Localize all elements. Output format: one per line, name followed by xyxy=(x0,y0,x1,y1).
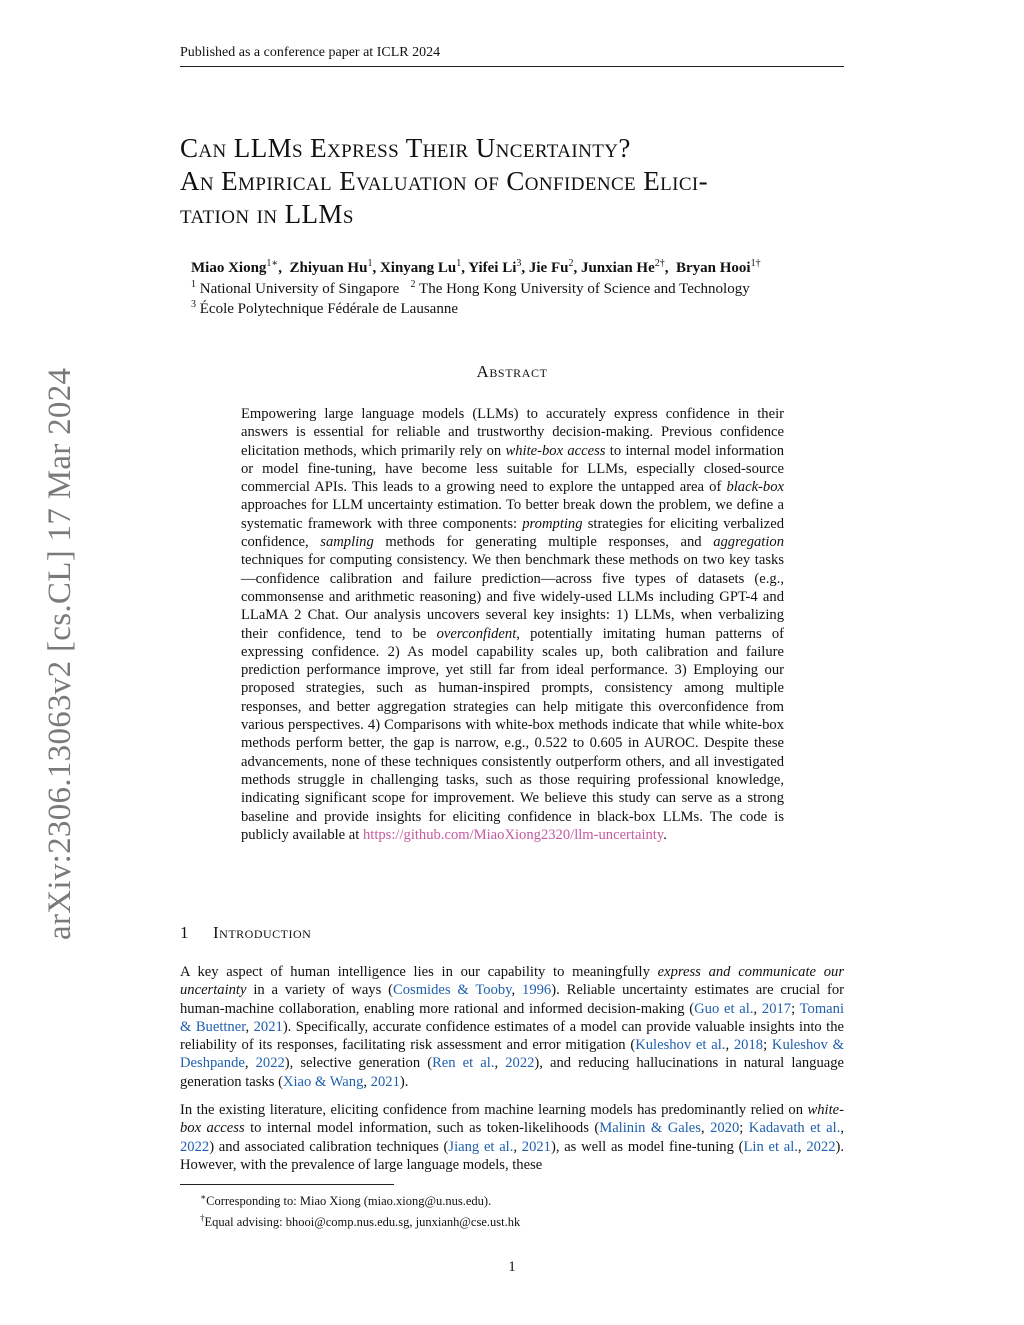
author-name: Miao Xiong xyxy=(191,260,267,276)
citation-link[interactable]: 2022 xyxy=(505,1055,535,1072)
title-line-1: Can LLMs Express Their Uncertainty? xyxy=(180,133,631,163)
citation-link[interactable]: 1996 xyxy=(522,982,552,999)
abstract-paragraph: Empowering large language models (LLMs) to accurately express confidence in their answers is essential for reliable and trustworthy decision-making. Previous confidence elicitation methods, which primarily rely on white-box access to internal model information or model fine-tuning, have become less suitable for LLMs, especially closed-source commercial APIs. This leads to a growing need to explore the untapped area of black-box approaches for LLM uncertainty estimation. To better break down the problem, we define a systematic framework with three components: prompting strategies for eliciting verbalized confidence, sampling methods for generating multiple responses, and aggregation techniques for computing consistency. We then benchmark these methods on two key tasks—confidence calibration and failure prediction—across five types of datasets (e.g., commonsense and arithmetic reasoning) and five widely-used LLMs including GPT-4 and LLaMA 2 Chat. Our analysis uncovers several key insights: 1) LLMs, when verbalizing their confidence, tend to be overconfident, potentially imitating human patterns of expressing confidence. 2) As model capability scales up, both calibration and failure prediction performance improve, yet still far from ideal performance. 3) Employing our proposed strategies, such as human-inspired prompts, consistency among multiple responses, and better aggregation strategies can help mitigate this overconfidence from various perspectives. 4) Comparisons with white-box methods indicate that while white-box methods perform better, the gap is narrow, e.g., 0.522 to 0.605 in AUROC. Despite these advancements, none of these techniques consistently outperform others, and all investigated methods struggle in challenging tasks, such as those requiring professional knowledge, indicating significant scope for improvement. We believe this study can serve as a strong baseline and provide insights for eliciting confidence in black-box LLMs. The code is publicly available at https://github.com/MiaoXiong2320/llm-uncertainty. xyxy=(241,406,784,843)
citation-link[interactable]: Xiao & Wang xyxy=(282,1073,364,1090)
citation-link[interactable]: 2021 xyxy=(253,1018,283,1035)
citation-link[interactable]: Tomani & Buettner xyxy=(180,1000,844,1035)
introduction-body xyxy=(180,963,844,1184)
citation-link[interactable]: 2022 xyxy=(255,1055,285,1072)
citation-link[interactable]: Kuleshov et al. xyxy=(635,1037,726,1054)
citation-link[interactable]: 2022 xyxy=(180,1138,210,1155)
author-sup: 2† xyxy=(654,258,665,269)
author-name: Jie Fu xyxy=(528,260,569,276)
footnote-1: ∗Corresponding to: Miao Xiong (miao.xiong@u.nus.edu). xyxy=(200,1192,492,1209)
author-sup: 1∗ xyxy=(266,258,279,269)
author-name: Xinyang Lu xyxy=(379,260,457,276)
affiliation: The Hong Kong University of Science and Technology xyxy=(419,281,750,297)
author-sup: 1 xyxy=(456,258,462,269)
abstract-heading: Abstract xyxy=(476,362,548,381)
citation-link[interactable]: Jiang et al. xyxy=(448,1138,514,1155)
citation-link[interactable]: 2020 xyxy=(710,1120,740,1137)
citation-link[interactable]: 2021 xyxy=(521,1138,551,1155)
citation-link[interactable]: Kadavath et al. xyxy=(748,1120,841,1137)
code-repo-link[interactable]: https://github.com/MiaoXiong2320/llm-uncertainty xyxy=(362,826,664,843)
title-line-3: tation in LLMs xyxy=(180,199,354,229)
affiliation-line-1 xyxy=(191,279,851,298)
citation-link[interactable]: 2018 xyxy=(733,1037,764,1054)
affiliation-sup: 2 xyxy=(410,279,416,290)
footnote-rule xyxy=(180,1184,394,1185)
page-number: 1 xyxy=(508,1259,516,1275)
affiliation: École Polytechnique Fédérale de Lausanne xyxy=(199,301,458,317)
author-name: Yifei Li xyxy=(468,260,517,276)
footnote-2: †Equal advising: bhooi@comp.nus.edu.sg, junxianh@cse.ust.hk xyxy=(200,1213,521,1230)
abstract-body xyxy=(241,405,784,844)
author-name: Zhiyuan Hu xyxy=(289,260,368,276)
citation-link[interactable]: Lin et al. xyxy=(743,1138,798,1155)
citation-link[interactable]: Kuleshov & Deshpande xyxy=(180,1037,844,1072)
author-name: Bryan Hooi xyxy=(676,260,751,276)
paper-title xyxy=(180,132,860,231)
affiliation-line-2 xyxy=(191,299,851,318)
author-sup: 3 xyxy=(516,258,522,269)
citation-link[interactable]: 2022 xyxy=(806,1138,836,1155)
author-sup: 1 xyxy=(367,258,373,269)
author-name: Junxian He xyxy=(580,260,655,276)
citation-link[interactable]: Guo et al. xyxy=(694,1000,754,1017)
affiliation-sup: 1 xyxy=(191,279,196,290)
intro-paragraph-1: A key aspect of human intelligence lies in our capability to meaningfully express and communicate our uncertainty in a variety of ways (Cosmides & Tooby, 1996). Reliable uncertainty estimates are crucial for human-machine collaboration, enabling more rational and informed decision-making (Guo et al., 2017; Tomani & Buettner, 2021). Specifically, accurate confidence estimates of a model can provide valuable insights into the reliability of its responses, facilitating risk assessment and error mitigation (Kuleshov et al., 2018; Kuleshov & Deshpande, 2022), selective generation (Ren et al., 2022), and reducing hallucinations in natural language generation tasks (Xiao & Wang, 2021). xyxy=(180,964,845,1090)
affiliation-sup: 3 xyxy=(191,299,196,310)
citation-link[interactable]: Cosmides & Tooby xyxy=(393,982,512,999)
section-heading-introduction xyxy=(180,923,844,943)
footnotes xyxy=(200,1189,800,1231)
citation-link[interactable]: 2021 xyxy=(370,1073,400,1090)
citation-link[interactable]: Malinin & Gales xyxy=(599,1120,701,1137)
section-number: 1 xyxy=(180,923,189,942)
arxiv-stamp: arXiv:2306.13063v2 [cs.CL] 17 Mar 2024 xyxy=(42,367,78,940)
author-sup: 2 xyxy=(568,258,574,269)
affiliation: National University of Singapore xyxy=(199,281,400,297)
citation-link[interactable]: Ren et al. xyxy=(432,1055,495,1072)
author-list: Miao Xiong$^{1∗}$, Zhiyuan Hu$^1$, Xinyang Lu$^1$, Yifei Li$^3$, Jie Fu$^2$, Junxian $He^{2\dagger}$, Bryan Hooi$^{1\dagger}$ xyxy=(191,258,761,276)
author-sup: 1† xyxy=(750,258,761,269)
intro-paragraph-2: In the existing literature, eliciting confidence from machine learning models has predominantly relied on white-box access to internal model information, such as token-likelihoods (Malinin & Gales, 2020; Kadavath et al., 2022) and associated calibration techniques (Jiang et al., 2021), as well as model fine-tuning (Lin et al., 2022). However, with the prevalence of large language models, these xyxy=(180,1102,845,1173)
running-header: Published as a conference paper at ICLR 2024 xyxy=(180,44,844,67)
section-title: Introduction xyxy=(213,923,312,942)
title-line-2: An Empirical Evaluation of Confidence Elici- xyxy=(180,166,709,196)
citation-link[interactable]: 2017 xyxy=(761,1000,792,1017)
